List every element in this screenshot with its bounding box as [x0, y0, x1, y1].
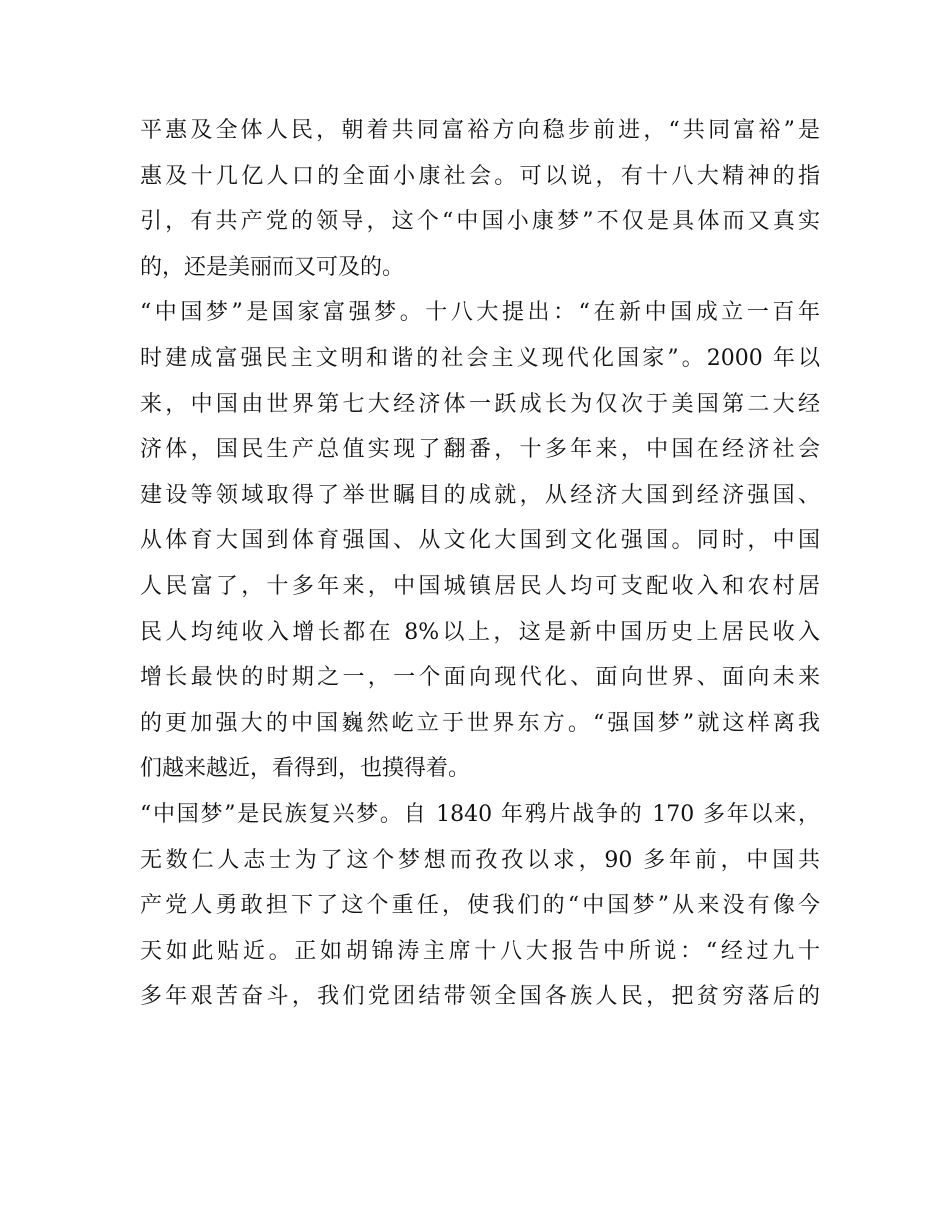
- text-line: 来，中国由世界第七大经济体一跃成长为仅次于美国第二大经: [140, 391, 820, 417]
- text-line: 们越来越近，看得到，也摸得着。: [140, 756, 471, 782]
- text-line: 平惠及全体人民，朝着共同富裕方向稳步前进，“共同富裕”是: [140, 118, 820, 143]
- text-line: 引，有共产党的领导，这个“中国小康梦”不仅是具体而又真实: [140, 209, 820, 235]
- text-line: 的更加强大的中国巍然屹立于世界东方。“强国梦”就这样离我: [140, 710, 820, 736]
- text-line: 时建成富强民主文明和谐的社会主义现代化国家”。2000 年以: [140, 345, 820, 371]
- text-line: 增长最快的时期之一，一个面向现代化、面向世界、面向未来: [140, 665, 820, 691]
- text-line: 无数仁人志士为了这个梦想而孜孜以求，90 多年前，中国共: [140, 847, 820, 873]
- text-line: 多年艰苦奋斗，我们党团结带领全国各族人民，把贫穷落后的: [140, 984, 820, 1010]
- text-line: “中国梦”是民族复兴梦。自 1840 年鸦片战争的 170 多年以来，: [140, 801, 820, 827]
- text-line: 济体，国民生产总值实现了翻番，十多年来，中国在经济社会: [140, 437, 820, 463]
- text-line: 惠及十几亿人口的全面小康社会。可以说，有十八大精神的指: [140, 163, 820, 189]
- text-line: 产党人勇敢担下了这个重任，使我们的“中国梦”从来没有像今: [140, 893, 820, 919]
- text-line: 建设等领域取得了举世瞩目的成就，从经济大国到经济强国、: [140, 482, 820, 508]
- text-line: 天如此贴近。正如胡锦涛主席十八大报告中所说：“经过九十: [140, 938, 820, 964]
- text-line: 的，还是美丽而又可及的。: [140, 254, 405, 280]
- text-line: 从体育大国到体育强国、从文化大国到文化强国。同时，中国: [140, 528, 820, 554]
- text-line: “中国梦”是国家富强梦。十八大提出：“在新中国成立一百年: [140, 300, 820, 326]
- text-line: 民人均纯收入增长都在 8%以上，这是新中国历史上居民收入: [140, 619, 820, 645]
- body-text: [140, 108, 820, 1020]
- text-line: 人民富了，十多年来，中国城镇居民人均可支配收入和农村居: [140, 573, 820, 599]
